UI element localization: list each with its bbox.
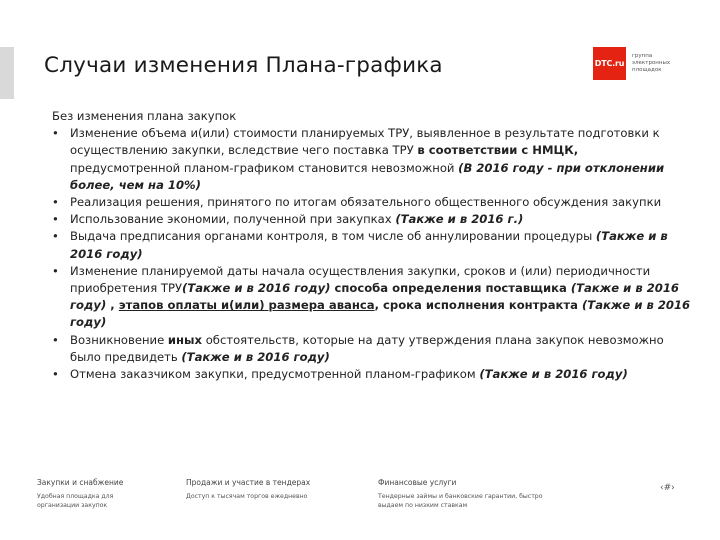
- slide-content: [52, 108, 692, 383]
- footer-title: Продажи и участие в тендерах: [186, 478, 311, 487]
- list-item-text: этапов оплаты и(или) размера аванса: [118, 298, 375, 313]
- list-item-text: (Также и в 2016 году): [181, 349, 330, 364]
- list-item-text: иных: [167, 332, 203, 347]
- list-item: [52, 125, 692, 194]
- list-item-text: в соответствии с НМЦК,: [417, 143, 579, 158]
- accent-bar: [0, 47, 14, 99]
- list-item-text: Изменение планируемой даты начала осуществления закупки, сроков и (или) периодичности приобретения ТРУ: [70, 263, 651, 296]
- list-item-text: , срока исполнения контракта: [374, 298, 582, 313]
- list-item: [52, 228, 692, 262]
- list-item-text: Использование экономии, полученной при закупках: [70, 212, 396, 227]
- footer-title: Финансовые услуги: [378, 478, 457, 487]
- list-item: [52, 366, 692, 383]
- logo: [593, 47, 682, 80]
- list-item-text: (Также и в 2016 году): [479, 367, 628, 382]
- logo-text: группа электронных площадок: [632, 53, 671, 73]
- list-item: [52, 211, 692, 228]
- list-item-text: (Также и в 2016 году): [182, 281, 331, 296]
- list-item-text: (Также и в 2016 г.): [395, 212, 524, 227]
- slide-title: Случаи изменения Плана-графика: [44, 53, 443, 78]
- list-item-text: Отмена заказчиком закупки, предусмотренной планом-графиком: [70, 367, 480, 382]
- list-item-text: способа определения поставщика: [330, 281, 571, 296]
- content-heading: Без изменения плана закупок: [52, 109, 237, 123]
- page-number: ‹#›: [660, 483, 675, 493]
- list-item-text: Возникновение: [70, 332, 168, 347]
- list-item-text: (Также и в 2016 году): [70, 281, 679, 313]
- list-item-text: (В 2016 году - при отклонении более, чем на 10%): [70, 160, 665, 192]
- list-item-text: (Также и в 2016 году): [70, 298, 691, 330]
- footer: [0, 478, 720, 518]
- footer-col-procurement: [37, 478, 157, 510]
- list-item-text: Реализация решения, принятого по итогам обязательного общественного обсуждения закупки: [70, 195, 662, 210]
- list-item-text: ,: [106, 298, 119, 313]
- bullet-list: [52, 125, 692, 383]
- list-item: [52, 332, 692, 366]
- list-item-text: Выдача предписания органами контроля, в том числе об аннулировании процедуры: [70, 229, 596, 244]
- list-item: [52, 194, 692, 211]
- list-item-text: предусмотренной планом-графиком становится невозможной: [70, 160, 459, 175]
- footer-subtitle: Удобная площадка для организации закупок: [37, 493, 114, 509]
- footer-subtitle: Тендерные займы и банковские гарантии, быстро выдаем по низким ставкам: [378, 493, 543, 509]
- footer-subtitle: Доступ к тысячам торгов ежедневно: [186, 493, 308, 500]
- footer-title: Закупки и снабжение: [37, 478, 124, 487]
- logo-mark: DTC.ru: [593, 47, 626, 80]
- list-item-text: обстоятельств, которые на дату утверждения плана закупок невозможно было предвидеть: [70, 332, 664, 364]
- footer-col-sales: [186, 478, 346, 501]
- footer-col-finance: [378, 478, 558, 510]
- list-item-text: (Также и в 2016 году): [70, 229, 668, 261]
- list-item: [52, 263, 692, 332]
- list-item-text: Изменение объема и(или) стоимости планируемых ТРУ, выявленное в результате подготовки к осуществлению закупки, вследствие чего поставка ТРУ: [70, 126, 660, 158]
